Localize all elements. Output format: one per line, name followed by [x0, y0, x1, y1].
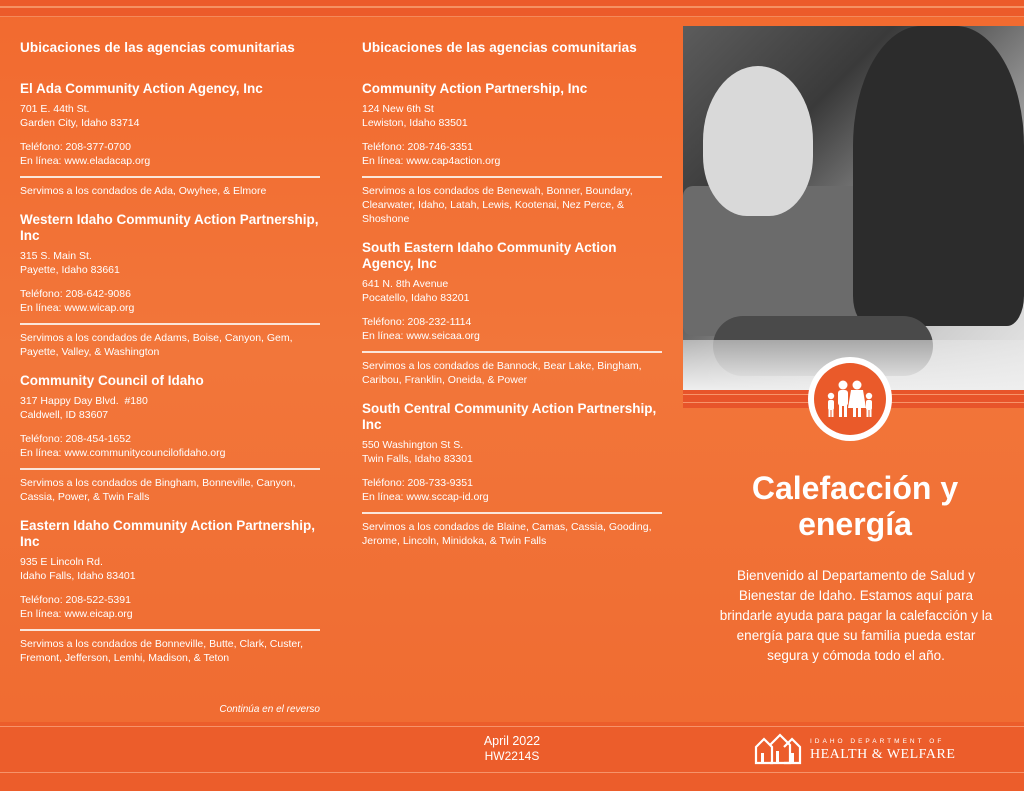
footer-rule — [0, 726, 1024, 727]
agency-phone: Teléfono: 208-733-9351 — [362, 477, 473, 489]
agency-column-1 — [20, 40, 320, 679]
agency-block — [362, 81, 662, 226]
agency-column-2 — [362, 40, 662, 562]
agency-website[interactable]: En línea: www.eladacap.org — [20, 155, 151, 167]
logo-agency-name: HEALTH & WELFARE — [810, 747, 956, 762]
divider — [20, 323, 320, 325]
agency-name: Community Action Partnership, Inc — [362, 81, 588, 96]
logo-department-text: IDAHO DEPARTMENT OF — [810, 738, 945, 745]
agency-phone: Teléfono: 208-232-1114 — [362, 316, 472, 328]
agency-city: Idaho Falls, Idaho 83401 — [20, 570, 136, 582]
divider — [362, 351, 662, 353]
section-heading: Ubicaciones de las agencias comunitarias — [20, 40, 295, 55]
agency-city: Lewiston, Idaho 83501 — [362, 117, 468, 129]
divider — [362, 512, 662, 514]
agency-counties: Servimos a los condados de Bingham, Bonneville, Canyon, Cassia, Power, & Twin Falls — [20, 477, 296, 503]
agency-name: South Eastern Idaho Community Action Agency, Inc — [362, 240, 617, 271]
agency-block — [20, 373, 320, 504]
agency-counties: Servimos a los condados de Ada, Owyhee, & Elmore — [20, 185, 267, 197]
agency-counties: Servimos a los condados de Adams, Boise, Canyon, Gem, Payette, Valley, & Washington — [20, 332, 293, 358]
agency-address: 641 N. 8th Avenue — [362, 278, 449, 290]
agency-phone: Teléfono: 208-377-0700 — [20, 141, 131, 153]
agency-name: El Ada Community Action Agency, Inc — [20, 81, 263, 96]
agency-block — [362, 240, 662, 387]
divider — [20, 468, 320, 470]
agency-counties: Servimos a los condados de Blaine, Camas, Cassia, Gooding, Jerome, Lincoln, Minidoka, & Twin Falls — [362, 521, 652, 547]
family-photo — [683, 26, 1024, 390]
panel-body: Bienvenido al Departamento de Salud y Bienestar de Idaho. Estamos aquí para brindarle ayuda para pagar la calefacción y la energía para que su familia pueda estar segura y cómoda todo el año. — [719, 568, 993, 663]
panel-title: Calefacción y energía — [751, 470, 959, 542]
agency-city: Twin Falls, Idaho 83301 — [362, 453, 473, 465]
agency-city: Caldwell, ID 83607 — [20, 409, 109, 421]
agency-phone: Teléfono: 208-454-1652 — [20, 433, 131, 445]
houses-icon — [754, 733, 802, 765]
agency-website[interactable]: En línea: www.seicaa.org — [362, 330, 480, 342]
family-badge — [808, 357, 892, 441]
agency-city: Payette, Idaho 83661 — [20, 264, 120, 276]
continue-note: Continúa en el reverso — [219, 704, 320, 715]
family-icon — [823, 379, 877, 419]
agency-city: Pocatello, Idaho 83201 — [362, 292, 470, 304]
agency-address: 701 E. 44th St. — [20, 103, 90, 115]
agency-phone: Teléfono: 208-642-9086 — [20, 288, 131, 300]
agency-counties: Servimos a los condados de Benewah, Bonner, Boundary, Clearwater, Idaho, Latah, Lewis, Kootenai, Nez Perce, & Shoshone — [362, 185, 633, 225]
agency-website[interactable]: En línea: www.sccap-id.org — [362, 491, 489, 503]
agency-website[interactable]: En línea: www.eicap.org — [20, 608, 133, 620]
publication-code: HW2214S — [484, 749, 540, 763]
agency-address: 124 New 6th St — [362, 103, 434, 115]
agency-name: South Central Community Action Partnership, Inc — [362, 401, 657, 432]
agency-website[interactable]: En línea: www.cap4action.org — [362, 155, 501, 167]
agency-address: 315 S. Main St. — [20, 250, 92, 262]
agency-counties: Servimos a los condados de Bannock, Bear Lake, Bingham, Caribou, Franklin, Oneida, & Power — [362, 360, 642, 386]
divider — [20, 629, 320, 631]
agency-city: Garden City, Idaho 83714 — [20, 117, 140, 129]
agency-phone: Teléfono: 208-522-5391 — [20, 594, 131, 606]
agency-block — [20, 518, 320, 665]
agency-counties: Servimos a los condados de Bonneville, Butte, Clark, Custer, Fremont, Jefferson, Lemhi, Madison, & Teton — [20, 638, 304, 664]
agency-phone: Teléfono: 208-746-3351 — [362, 141, 473, 153]
agency-block — [362, 401, 662, 548]
divider — [362, 176, 662, 178]
agency-block — [20, 212, 320, 359]
agency-address: 317 Happy Day Blvd. #180 — [20, 395, 148, 407]
publication-date: April 2022 — [483, 734, 541, 748]
agency-website[interactable]: En línea: www.wicap.org — [20, 302, 135, 314]
agency-name: Community Council of Idaho — [20, 373, 204, 388]
agency-address: 935 E Lincoln Rd. — [20, 556, 103, 568]
divider — [20, 176, 320, 178]
idhw-logo — [754, 732, 964, 766]
agency-website[interactable]: En línea: www.communitycouncilofidaho.org — [20, 447, 226, 459]
footer-rule — [0, 772, 1024, 773]
agency-name: Western Idaho Community Action Partnership, Inc — [20, 212, 319, 243]
section-heading: Ubicaciones de las agencias comunitarias — [362, 40, 637, 55]
agency-name: Eastern Idaho Community Action Partnership, Inc — [20, 518, 316, 549]
top-band — [0, 0, 1024, 17]
agency-block — [20, 81, 320, 198]
agency-address: 550 Washington St S. — [362, 439, 464, 451]
